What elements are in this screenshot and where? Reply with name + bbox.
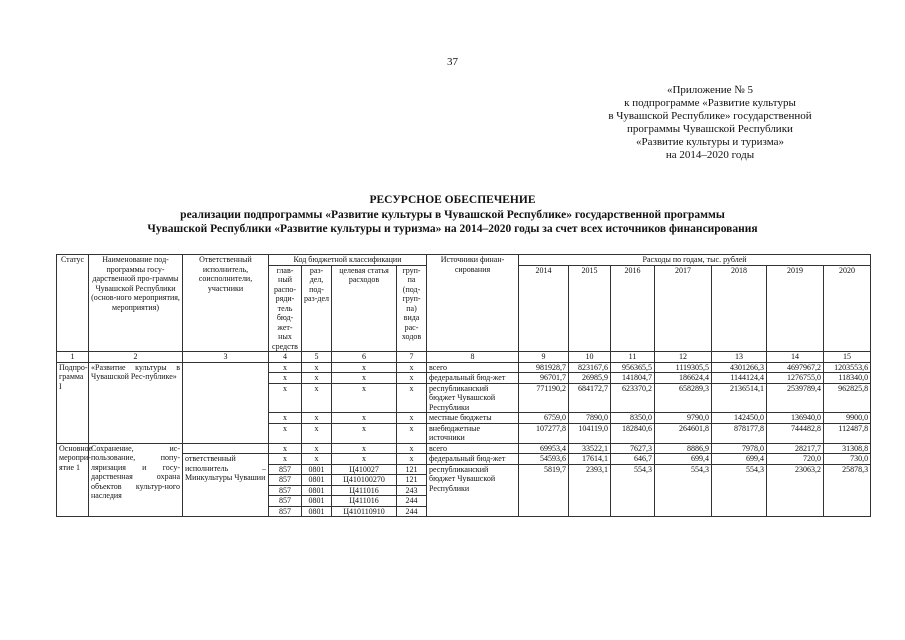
code-cell: 0801: [302, 464, 332, 475]
value-cell: 31308,8: [824, 443, 871, 454]
value-cell: 962825,8: [824, 383, 871, 413]
appendix-line: «Приложение № 5: [666, 84, 754, 96]
column-number: 12: [655, 352, 712, 363]
header-target: целевая статья расходов: [332, 265, 397, 352]
code-cell: x: [302, 362, 332, 373]
value-cell: 554,3: [611, 464, 655, 517]
source-cell: местные бюджеты: [427, 413, 519, 424]
value-cell: 956365,5: [611, 362, 655, 373]
title-line: Чувашской Республики «Развитие культуры и туризма» на 2014–2020 годы за счет всех источников финансирования: [147, 223, 758, 235]
code-cell: x: [269, 423, 302, 443]
source-cell: федеральный бюд-жет: [427, 373, 519, 384]
value-cell: 9900,0: [824, 413, 871, 424]
column-number: 7: [397, 352, 427, 363]
code-cell: x: [397, 454, 427, 465]
header-expenses: Расходы по годам, тыс. рублей: [519, 255, 871, 266]
code-cell: x: [269, 443, 302, 454]
code-cell: x: [269, 373, 302, 384]
value-cell: 118340,0: [824, 373, 871, 384]
status-cell: Основное меропри-ятие 1: [57, 443, 89, 517]
code-cell: x: [269, 362, 302, 373]
value-cell: 7627,3: [611, 443, 655, 454]
header-responsible: Ответственный исполнитель, соисполнители, участники: [183, 255, 269, 352]
code-cell: x: [397, 423, 427, 443]
value-cell: 182840,6: [611, 423, 655, 443]
value-cell: 142450,0: [712, 413, 767, 424]
code-cell: 857: [269, 485, 302, 496]
value-cell: 9790,0: [655, 413, 712, 424]
value-cell: 1276755,0: [767, 373, 824, 384]
code-cell: x: [332, 373, 397, 384]
code-cell: 0801: [302, 496, 332, 507]
value-cell: 1203553,6: [824, 362, 871, 373]
source-cell: республиканский бюджет Чувашской Республики: [427, 464, 519, 517]
code-cell: x: [332, 443, 397, 454]
code-cell: x: [332, 362, 397, 373]
value-cell: 17614,1: [569, 454, 611, 465]
responsible-cell: [183, 362, 269, 443]
code-cell: x: [332, 454, 397, 465]
header-name: Наименование под-программы госу-дарственной про-граммы Чувашской Республики (основ-ного мероприятия, мероприятия): [89, 255, 183, 352]
value-cell: 878177,8: [712, 423, 767, 443]
header-grbs: глав-ный распо-ряди-тель бюд-жет-ных средств: [269, 265, 302, 352]
value-cell: 646,7: [611, 454, 655, 465]
value-cell: 8350,0: [611, 413, 655, 424]
status-cell: Подпро-грамма I: [57, 362, 89, 443]
value-cell: 69953,4: [519, 443, 569, 454]
header-section: раз-дел, под-раз-дел: [302, 265, 332, 352]
value-cell: 26985,9: [569, 373, 611, 384]
title-line: РЕСУРСНОЕ ОБЕСПЕЧЕНИЕ: [369, 194, 536, 206]
value-cell: 699,4: [712, 454, 767, 465]
responsible-cell-top: [183, 443, 269, 454]
code-cell: x: [269, 413, 302, 424]
value-cell: 6759,0: [519, 413, 569, 424]
column-number: 6: [332, 352, 397, 363]
header-year: 2019: [767, 265, 824, 352]
column-number: 10: [569, 352, 611, 363]
code-cell: x: [302, 443, 332, 454]
value-cell: 823167,6: [569, 362, 611, 373]
value-cell: 25878,3: [824, 464, 871, 517]
code-cell: Ц410110910: [332, 506, 397, 517]
value-cell: 112487,8: [824, 423, 871, 443]
code-cell: x: [332, 423, 397, 443]
column-number: 3: [183, 352, 269, 363]
code-cell: 244: [397, 506, 427, 517]
header-year: 2014: [519, 265, 569, 352]
value-cell: 684172,7: [569, 383, 611, 413]
appendix-line: на 2014–2020 годы: [665, 149, 755, 161]
header-year: 2018: [712, 265, 767, 352]
value-cell: 2393,1: [569, 464, 611, 517]
code-cell: x: [269, 454, 302, 465]
column-number: 8: [427, 352, 519, 363]
code-cell: x: [332, 383, 397, 413]
value-cell: 23063,2: [767, 464, 824, 517]
column-number: 1: [57, 352, 89, 363]
appendix-line: в Чувашской Республике» государственной: [608, 110, 812, 122]
value-cell: 4697967,2: [767, 362, 824, 373]
value-cell: 28217,7: [767, 443, 824, 454]
code-cell: Ц410027: [332, 464, 397, 475]
code-cell: 857: [269, 464, 302, 475]
code-cell: 857: [269, 475, 302, 486]
source-cell: всего: [427, 362, 519, 373]
value-cell: 136940,0: [767, 413, 824, 424]
code-cell: Ц410100270: [332, 475, 397, 486]
source-cell: всего: [427, 443, 519, 454]
code-cell: Ц411016: [332, 485, 397, 496]
value-cell: 720,0: [767, 454, 824, 465]
value-cell: 54593,6: [519, 454, 569, 465]
value-cell: 554,3: [655, 464, 712, 517]
column-number-row: [57, 352, 871, 363]
code-cell: x: [302, 413, 332, 424]
code-cell: 243: [397, 485, 427, 496]
value-cell: 2539789,4: [767, 383, 824, 413]
name-cell: «Развитие культуры в Чувашской Рес-публике»: [89, 362, 183, 443]
table-row: [57, 443, 871, 454]
value-cell: 658289,3: [655, 383, 712, 413]
value-cell: 730,0: [824, 454, 871, 465]
value-cell: 141804,7: [611, 373, 655, 384]
responsible-cell: ответственный исполнитель – Минкультуры Чувашии: [183, 454, 269, 517]
code-cell: x: [397, 383, 427, 413]
value-cell: 744482,8: [767, 423, 824, 443]
code-cell: x: [302, 383, 332, 413]
value-cell: 96701,7: [519, 373, 569, 384]
value-cell: 699,4: [655, 454, 712, 465]
page-number: 37: [447, 56, 458, 68]
code-cell: Ц411016: [332, 496, 397, 507]
header-year: 2017: [655, 265, 712, 352]
code-cell: x: [302, 454, 332, 465]
value-cell: 264601,8: [655, 423, 712, 443]
code-cell: x: [302, 373, 332, 384]
value-cell: 1119305,5: [655, 362, 712, 373]
document-title: [0, 193, 905, 237]
column-number: 14: [767, 352, 824, 363]
appendix-note: [560, 84, 860, 162]
column-number: 13: [712, 352, 767, 363]
appendix-line: к подпрограмме «Развитие культуры: [624, 97, 796, 109]
source-cell: федеральный бюд-жет: [427, 454, 519, 465]
code-cell: 0801: [302, 506, 332, 517]
code-cell: x: [269, 383, 302, 413]
value-cell: 7890,0: [569, 413, 611, 424]
code-cell: x: [332, 413, 397, 424]
title-line: реализации подпрограммы «Развитие культуры в Чувашской Республике» государственной программы: [180, 208, 725, 221]
header-group: груп-па (под-груп-па) вида рас-ходов: [397, 265, 427, 352]
appendix-line: «Развитие культуры и туризма»: [636, 136, 784, 148]
table-row: [57, 362, 871, 373]
code-cell: 244: [397, 496, 427, 507]
value-cell: 5819,7: [519, 464, 569, 517]
code-cell: 0801: [302, 485, 332, 496]
value-cell: 33522,1: [569, 443, 611, 454]
value-cell: 8886,9: [655, 443, 712, 454]
code-cell: 857: [269, 506, 302, 517]
header-row: [57, 255, 871, 266]
header-sources: Источники финан-сирования: [427, 255, 519, 352]
code-cell: x: [397, 362, 427, 373]
code-cell: 121: [397, 475, 427, 486]
header-status: Статус: [57, 255, 89, 352]
name-cell: Сохранение, ис-пользование, попу-ляризация и госу-дарственная охрана объектов культур-ного наследия: [89, 443, 183, 517]
code-cell: x: [397, 373, 427, 384]
value-cell: 2136514,1: [712, 383, 767, 413]
appendix-line: программы Чувашской Республики: [627, 123, 793, 135]
value-cell: 981928,7: [519, 362, 569, 373]
value-cell: 186624,4: [655, 373, 712, 384]
source-cell: внебюджетные источники: [427, 423, 519, 443]
value-cell: 771190,2: [519, 383, 569, 413]
value-cell: 623370,2: [611, 383, 655, 413]
value-cell: 4301266,3: [712, 362, 767, 373]
value-cell: 7978,0: [712, 443, 767, 454]
column-number: 5: [302, 352, 332, 363]
code-cell: x: [302, 423, 332, 443]
column-number: 15: [824, 352, 871, 363]
column-number: 9: [519, 352, 569, 363]
resource-table: [56, 254, 871, 517]
header-year: 2015: [569, 265, 611, 352]
column-number: 2: [89, 352, 183, 363]
code-cell: 0801: [302, 475, 332, 486]
header-year: 2020: [824, 265, 871, 352]
value-cell: 554,3: [712, 464, 767, 517]
value-cell: 107277,8: [519, 423, 569, 443]
code-cell: x: [397, 443, 427, 454]
header-budget-code: Код бюджетной классификации: [269, 255, 427, 266]
code-cell: 857: [269, 496, 302, 507]
value-cell: 104119,0: [569, 423, 611, 443]
code-cell: 121: [397, 464, 427, 475]
header-year: 2016: [611, 265, 655, 352]
source-cell: республиканский бюджет Чувашской Республики: [427, 383, 519, 413]
column-number: 4: [269, 352, 302, 363]
column-number: 11: [611, 352, 655, 363]
code-cell: x: [397, 413, 427, 424]
value-cell: 1144124,4: [712, 373, 767, 384]
